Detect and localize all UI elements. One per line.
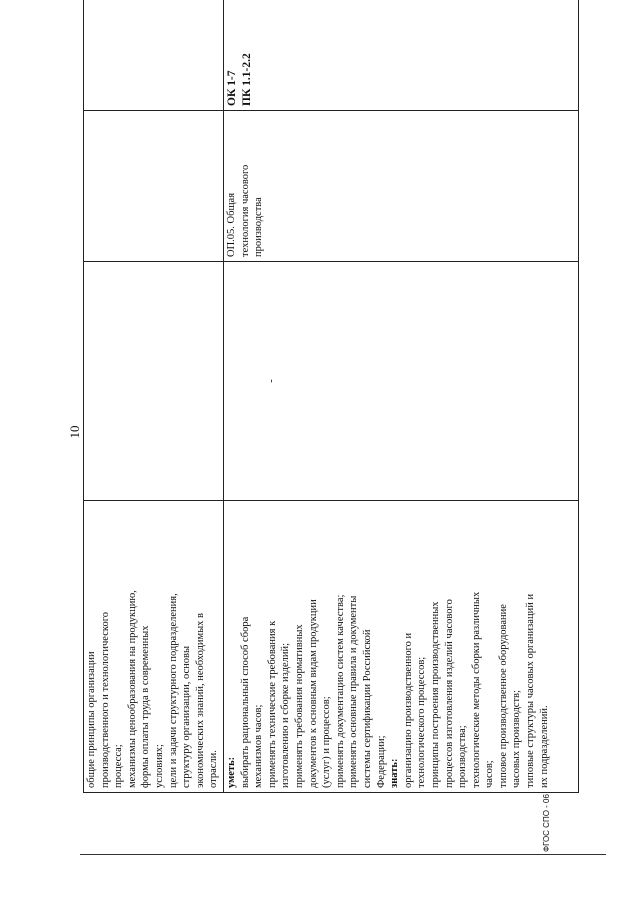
hours-mark: - bbox=[266, 379, 277, 383]
knowledge-line: их подразделений. bbox=[538, 705, 550, 788]
knowledge-line: часовых производств; bbox=[511, 690, 523, 788]
knowledge-line: принципы построения производственных bbox=[429, 601, 441, 788]
skills-heading: уметь: bbox=[226, 756, 237, 788]
skill-line: применять технические требования к bbox=[266, 620, 278, 788]
skill-line: Федерации; bbox=[375, 735, 387, 788]
professional-competence-code: ПК 1.1-2.2 bbox=[241, 53, 253, 106]
discipline-cell bbox=[224, 111, 579, 262]
footer-mark: ФГОС СПО - 06 bbox=[542, 794, 551, 852]
skill-line: механизмов часов; bbox=[253, 704, 265, 788]
content-line: экономических знаний, необходимых в bbox=[194, 612, 206, 788]
content-line: производственного и технологического bbox=[99, 611, 111, 788]
skill-line: (услуг) и процессов; bbox=[321, 696, 333, 788]
page-number: 10 bbox=[67, 425, 82, 439]
skill-line: выбирать рациональный способ сбора bbox=[239, 616, 251, 788]
knowledge-heading: знать: bbox=[389, 758, 401, 788]
knowledge-line: организацию производственного и bbox=[402, 632, 414, 788]
content-line: отрасли. bbox=[208, 750, 220, 788]
curriculum-table-rotated bbox=[83, 33, 579, 793]
knowledge-line: часов; bbox=[484, 760, 496, 788]
general-competence-code: ОК 1-7 bbox=[226, 70, 238, 106]
discipline-line: ОП.05. Общая bbox=[226, 192, 237, 257]
content-line: условиях; bbox=[153, 744, 165, 788]
table-row bbox=[224, 0, 579, 793]
footer-rule bbox=[80, 854, 606, 855]
competence-cell bbox=[224, 0, 579, 111]
skill-line: системы сертификации Российской bbox=[361, 629, 373, 788]
knowledge-line: типовые структуры часовых организаций и bbox=[525, 593, 537, 788]
content-cell bbox=[224, 501, 579, 793]
skill-line: документов к основным видам продукции bbox=[307, 599, 319, 788]
discipline-cell bbox=[84, 111, 224, 262]
content-line: механизмы ценообразования на продукцию, bbox=[126, 590, 138, 788]
hours-cell bbox=[224, 262, 579, 501]
knowledge-line: технологические методы сборки различных bbox=[470, 591, 482, 788]
knowledge-line: производства; bbox=[457, 725, 469, 788]
skill-line: применять требования нормативных bbox=[293, 624, 305, 788]
knowledge-line: процессов изготовления изделий часового bbox=[443, 599, 455, 788]
knowledge-line: типовое производственное оборудование bbox=[497, 604, 509, 788]
hours-cell bbox=[84, 262, 224, 501]
content-line: общие принципы организации bbox=[86, 651, 97, 788]
content-line: процесса; bbox=[113, 744, 125, 788]
discipline-line: производства bbox=[253, 197, 265, 257]
curriculum-table bbox=[83, 0, 579, 793]
discipline-line: технология часового bbox=[239, 164, 251, 257]
skill-line: применять основные правила и документы bbox=[348, 595, 360, 788]
content-cell bbox=[84, 501, 224, 793]
content-line: структуру организации, основы bbox=[181, 645, 193, 788]
skill-line: изготовлению и сборке изделий; bbox=[280, 642, 292, 788]
content-line: цели и задачи структурного подразделения, bbox=[167, 593, 179, 788]
content-line: формы оплаты труда в современных bbox=[140, 625, 152, 788]
table-row bbox=[84, 0, 224, 793]
knowledge-line: технологического процессов; bbox=[416, 656, 428, 788]
competence-cell bbox=[84, 0, 224, 111]
skill-line: применять документацию систем качества; bbox=[334, 594, 346, 788]
